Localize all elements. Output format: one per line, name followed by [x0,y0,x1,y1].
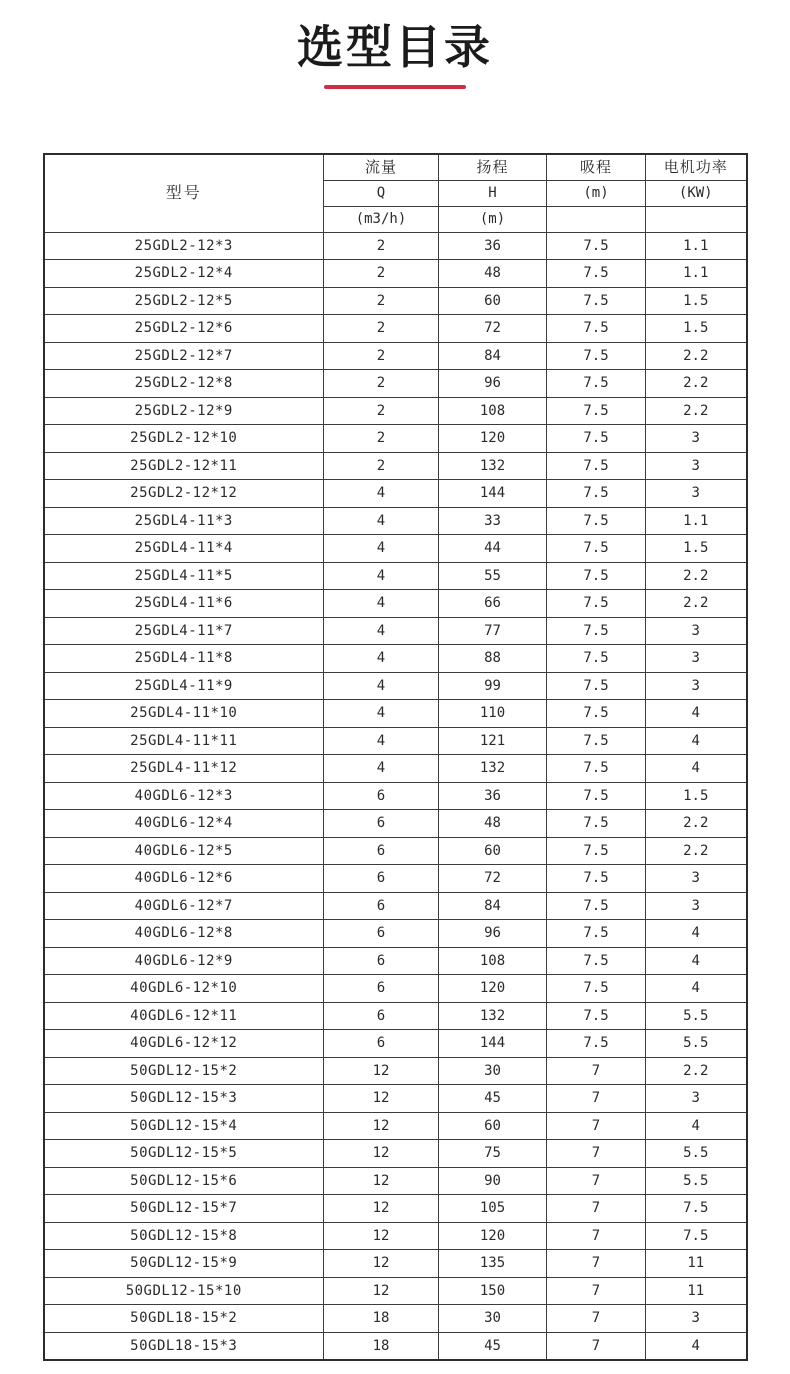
value-cell: 7.5 [547,782,646,810]
value-cell: 1.5 [646,535,747,563]
model-cell: 25GDL2-12*8 [44,370,324,398]
value-cell: 6 [324,782,439,810]
value-cell: 1.1 [646,232,747,260]
value-cell: 30 [439,1057,547,1085]
value-cell: 4 [646,755,747,783]
value-cell: 33 [439,507,547,535]
title-underline-accent [324,85,466,89]
table-row [44,920,747,948]
value-cell: 4 [324,535,439,563]
value-cell: 12 [324,1277,439,1305]
header-head-symbol: H [439,180,547,206]
value-cell: 3 [646,1085,747,1113]
value-cell: 7.5 [547,892,646,920]
value-cell: 2 [324,370,439,398]
value-cell: 3 [646,1305,747,1333]
value-cell: 7 [547,1277,646,1305]
value-cell: 4 [646,975,747,1003]
table-row [44,590,747,618]
model-cell: 25GDL2-12*9 [44,397,324,425]
value-cell: 96 [439,920,547,948]
value-cell: 4 [646,947,747,975]
model-cell: 50GDL12-15*4 [44,1112,324,1140]
value-cell: 75 [439,1140,547,1168]
value-cell: 2 [324,452,439,480]
value-cell: 4 [324,700,439,728]
table-row [44,727,747,755]
value-cell: 2 [324,397,439,425]
table-row [44,700,747,728]
value-cell: 3 [646,425,747,453]
model-cell: 50GDL12-15*6 [44,1167,324,1195]
value-cell: 1.1 [646,260,747,288]
model-cell: 50GDL12-15*7 [44,1195,324,1223]
value-cell: 44 [439,535,547,563]
table-body [44,232,747,1360]
value-cell: 3 [646,892,747,920]
value-cell: 4 [324,755,439,783]
value-cell: 2.2 [646,397,747,425]
value-cell: 7.5 [547,975,646,1003]
header-flow-unit: (m3/h) [324,206,439,232]
value-cell: 6 [324,947,439,975]
model-cell: 25GDL4-11*7 [44,617,324,645]
value-cell: 4 [324,562,439,590]
value-cell: 7 [547,1195,646,1223]
value-cell: 1.5 [646,315,747,343]
table-row [44,782,747,810]
value-cell: 4 [324,507,439,535]
model-cell: 40GDL6-12*11 [44,1002,324,1030]
value-cell: 7.5 [547,480,646,508]
value-cell: 6 [324,1002,439,1030]
value-cell: 7.5 [547,260,646,288]
value-cell: 2 [324,287,439,315]
table-row [44,480,747,508]
header-flow-symbol: Q [324,180,439,206]
value-cell: 2.2 [646,1057,747,1085]
pump-selection-table [43,153,748,1362]
value-cell: 30 [439,1305,547,1333]
value-cell: 108 [439,397,547,425]
value-cell: 5.5 [646,1030,747,1058]
table-row [44,425,747,453]
table-row [44,1305,747,1333]
value-cell: 88 [439,645,547,673]
table-row [44,232,747,260]
table-row [44,865,747,893]
value-cell: 12 [324,1167,439,1195]
value-cell: 7.5 [547,755,646,783]
value-cell: 72 [439,315,547,343]
model-cell: 25GDL2-12*11 [44,452,324,480]
model-cell: 40GDL6-12*9 [44,947,324,975]
value-cell: 77 [439,617,547,645]
value-cell: 6 [324,837,439,865]
table-row [44,1332,747,1360]
value-cell: 135 [439,1250,547,1278]
value-cell: 3 [646,452,747,480]
value-cell: 4 [646,1112,747,1140]
value-cell: 4 [646,700,747,728]
model-cell: 50GDL12-15*5 [44,1140,324,1168]
value-cell: 7 [547,1250,646,1278]
value-cell: 108 [439,947,547,975]
header-suction: 吸程 [547,154,646,181]
value-cell: 7 [547,1332,646,1360]
table-row [44,1002,747,1030]
model-cell: 50GDL12-15*8 [44,1222,324,1250]
table-row [44,1112,747,1140]
value-cell: 2.2 [646,562,747,590]
value-cell: 45 [439,1332,547,1360]
value-cell: 7.5 [547,397,646,425]
value-cell: 132 [439,755,547,783]
model-cell: 25GDL4-11*9 [44,672,324,700]
value-cell: 2 [324,342,439,370]
value-cell: 60 [439,287,547,315]
value-cell: 36 [439,232,547,260]
value-cell: 4 [324,617,439,645]
value-cell: 7 [547,1140,646,1168]
value-cell: 7.5 [547,287,646,315]
value-cell: 150 [439,1277,547,1305]
value-cell: 7 [547,1167,646,1195]
model-cell: 25GDL4-11*4 [44,535,324,563]
header-head-unit: (m) [439,206,547,232]
table-row [44,617,747,645]
value-cell: 1.1 [646,507,747,535]
value-cell: 66 [439,590,547,618]
value-cell: 4 [646,1332,747,1360]
value-cell: 99 [439,672,547,700]
header-empty-cell [646,206,747,232]
model-cell: 25GDL2-12*7 [44,342,324,370]
table-row [44,1250,747,1278]
value-cell: 7.5 [547,452,646,480]
value-cell: 60 [439,1112,547,1140]
table-row [44,1195,747,1223]
table-row [44,342,747,370]
value-cell: 2 [324,232,439,260]
value-cell: 7.5 [547,727,646,755]
model-cell: 40GDL6-12*5 [44,837,324,865]
value-cell: 18 [324,1305,439,1333]
table-row [44,1030,747,1058]
value-cell: 6 [324,865,439,893]
value-cell: 132 [439,1002,547,1030]
table-row [44,562,747,590]
value-cell: 7.5 [547,535,646,563]
model-cell: 25GDL2-12*4 [44,260,324,288]
value-cell: 7.5 [547,1002,646,1030]
model-cell: 25GDL4-11*3 [44,507,324,535]
table-row [44,1057,747,1085]
table-row [44,535,747,563]
model-cell: 50GDL12-15*2 [44,1057,324,1085]
value-cell: 6 [324,892,439,920]
table-row [44,452,747,480]
model-cell: 40GDL6-12*7 [44,892,324,920]
value-cell: 55 [439,562,547,590]
value-cell: 7.5 [547,232,646,260]
header-empty-cell [547,206,646,232]
model-cell: 50GDL12-15*9 [44,1250,324,1278]
table-row [44,370,747,398]
value-cell: 144 [439,1030,547,1058]
value-cell: 7.5 [547,865,646,893]
value-cell: 7.5 [547,342,646,370]
value-cell: 12 [324,1250,439,1278]
table-row [44,1277,747,1305]
value-cell: 6 [324,810,439,838]
model-cell: 40GDL6-12*3 [44,782,324,810]
header-suction-unit: (m) [547,180,646,206]
value-cell: 2.2 [646,810,747,838]
value-cell: 5.5 [646,1002,747,1030]
model-cell: 40GDL6-12*10 [44,975,324,1003]
value-cell: 12 [324,1057,439,1085]
value-cell: 4 [646,727,747,755]
value-cell: 1.5 [646,782,747,810]
table-row [44,287,747,315]
value-cell: 3 [646,645,747,673]
model-cell: 25GDL2-12*6 [44,315,324,343]
value-cell: 4 [324,645,439,673]
value-cell: 4 [646,920,747,948]
value-cell: 7 [547,1112,646,1140]
value-cell: 7.5 [547,947,646,975]
value-cell: 84 [439,342,547,370]
value-cell: 3 [646,480,747,508]
value-cell: 2 [324,425,439,453]
value-cell: 5.5 [646,1140,747,1168]
table-row [44,260,747,288]
value-cell: 7 [547,1305,646,1333]
table-row [44,645,747,673]
value-cell: 7.5 [547,507,646,535]
table-row [44,1140,747,1168]
value-cell: 120 [439,1222,547,1250]
header-flow: 流量 [324,154,439,181]
model-cell: 25GDL4-11*6 [44,590,324,618]
value-cell: 2.2 [646,370,747,398]
value-cell: 18 [324,1332,439,1360]
header-head: 扬程 [439,154,547,181]
value-cell: 96 [439,370,547,398]
value-cell: 121 [439,727,547,755]
model-cell: 40GDL6-12*8 [44,920,324,948]
model-cell: 40GDL6-12*6 [44,865,324,893]
value-cell: 7.5 [547,315,646,343]
value-cell: 105 [439,1195,547,1223]
value-cell: 6 [324,1030,439,1058]
value-cell: 7.5 [547,810,646,838]
model-cell: 25GDL2-12*10 [44,425,324,453]
model-cell: 50GDL12-15*3 [44,1085,324,1113]
value-cell: 7.5 [547,562,646,590]
value-cell: 120 [439,975,547,1003]
value-cell: 5.5 [646,1167,747,1195]
header-model: 型号 [44,154,324,233]
value-cell: 7.5 [646,1195,747,1223]
value-cell: 7 [547,1222,646,1250]
model-cell: 40GDL6-12*12 [44,1030,324,1058]
table-row [44,315,747,343]
table-row [44,947,747,975]
value-cell: 7.5 [547,645,646,673]
value-cell: 48 [439,810,547,838]
value-cell: 4 [324,480,439,508]
model-cell: 50GDL18-15*2 [44,1305,324,1333]
value-cell: 90 [439,1167,547,1195]
value-cell: 11 [646,1277,747,1305]
value-cell: 2 [324,315,439,343]
table-row [44,810,747,838]
table-header [44,154,747,233]
table-row [44,1085,747,1113]
table-row [44,1222,747,1250]
value-cell: 7.5 [547,700,646,728]
value-cell: 36 [439,782,547,810]
table-row [44,837,747,865]
header-motor-power: 电机功率 [646,154,747,181]
page-title: 选型目录 [297,21,493,73]
model-cell: 25GDL2-12*12 [44,480,324,508]
value-cell: 84 [439,892,547,920]
value-cell: 2.2 [646,590,747,618]
value-cell: 60 [439,837,547,865]
model-cell: 25GDL4-11*12 [44,755,324,783]
value-cell: 7.5 [547,590,646,618]
value-cell: 12 [324,1112,439,1140]
value-cell: 6 [324,920,439,948]
value-cell: 1.5 [646,287,747,315]
table-row [44,755,747,783]
value-cell: 7.5 [646,1222,747,1250]
value-cell: 12 [324,1140,439,1168]
value-cell: 12 [324,1195,439,1223]
table-row [44,397,747,425]
value-cell: 12 [324,1085,439,1113]
model-cell: 25GDL2-12*3 [44,232,324,260]
value-cell: 3 [646,672,747,700]
value-cell: 110 [439,700,547,728]
value-cell: 45 [439,1085,547,1113]
value-cell: 2 [324,260,439,288]
table-row [44,507,747,535]
header-power-unit: (KW) [646,180,747,206]
value-cell: 72 [439,865,547,893]
value-cell: 2.2 [646,342,747,370]
value-cell: 7.5 [547,425,646,453]
value-cell: 11 [646,1250,747,1278]
value-cell: 7 [547,1085,646,1113]
model-cell: 25GDL4-11*11 [44,727,324,755]
value-cell: 2.2 [646,837,747,865]
value-cell: 4 [324,727,439,755]
value-cell: 144 [439,480,547,508]
value-cell: 7 [547,1057,646,1085]
table-row [44,892,747,920]
value-cell: 12 [324,1222,439,1250]
value-cell: 7.5 [547,1030,646,1058]
value-cell: 7.5 [547,837,646,865]
value-cell: 7.5 [547,672,646,700]
header-row-names [44,154,747,181]
model-cell: 25GDL4-11*8 [44,645,324,673]
value-cell: 48 [439,260,547,288]
model-cell: 25GDL2-12*5 [44,287,324,315]
value-cell: 4 [324,672,439,700]
value-cell: 120 [439,425,547,453]
model-cell: 50GDL12-15*10 [44,1277,324,1305]
value-cell: 7.5 [547,370,646,398]
value-cell: 7.5 [547,920,646,948]
value-cell: 7.5 [547,617,646,645]
value-cell: 3 [646,865,747,893]
value-cell: 132 [439,452,547,480]
value-cell: 3 [646,617,747,645]
model-cell: 25GDL4-11*10 [44,700,324,728]
value-cell: 6 [324,975,439,1003]
value-cell: 4 [324,590,439,618]
model-cell: 40GDL6-12*4 [44,810,324,838]
table-row [44,672,747,700]
model-cell: 25GDL4-11*5 [44,562,324,590]
table-row [44,1167,747,1195]
table-row [44,975,747,1003]
model-cell: 50GDL18-15*3 [44,1332,324,1360]
